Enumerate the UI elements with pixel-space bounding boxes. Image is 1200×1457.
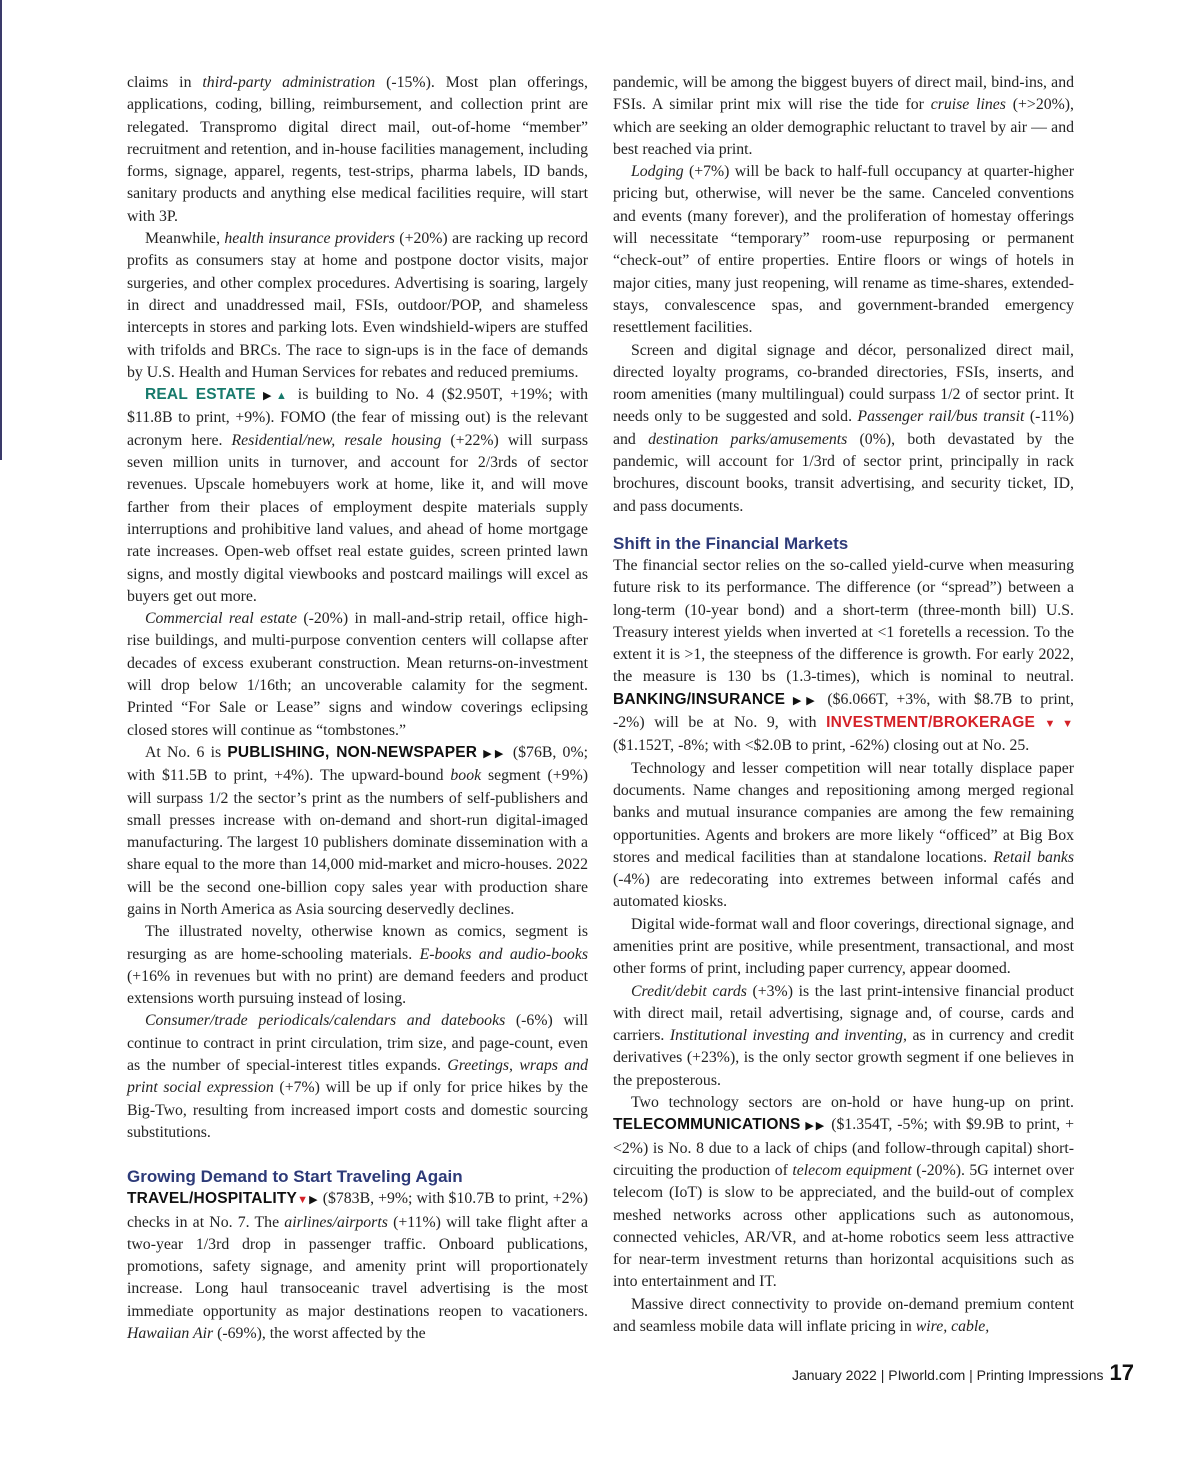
sector-keyword: TRAVEL/HOSPITALITY (127, 1190, 298, 1208)
text-run: (+11%) will take flight after a two-year 1/3rd drop in passenger traffic. Onboard publications, promotions, safety signage, and amenity print will proportionately increase. Long haul transoceanic travel advertising is the most immediate opportunity as major destinations reopen to vacationers. (127, 1213, 588, 1320)
footer-credit: January 2022 | PIworld.com | Printing Impressions (791, 1367, 1104, 1383)
italic-term: cruise lines (930, 96, 1006, 114)
trend-arrow-icon: ▼▼ (1035, 718, 1074, 731)
italic-term: Passenger rail/bus transit (857, 408, 1025, 426)
trend-arrow-icon: ▶ (309, 1194, 319, 1207)
trend-arrow-icon: ▼ (297, 1194, 310, 1207)
italic-term: health insurance providers (224, 230, 395, 248)
text-run: At No. 6 is (145, 743, 228, 761)
italic-term: destination parks/amusements (648, 430, 848, 448)
paragraph (613, 758, 1074, 914)
section-spacer (613, 518, 1074, 533)
text-run: claims in (127, 74, 203, 91)
paragraph (127, 384, 588, 608)
text-run: (+3%) is the last print-intensive financial product with direct mail, retail advertising, signage and, of course, cards and carriers. (613, 982, 1075, 1045)
trend-arrow-icon: ▶▶ (477, 747, 507, 760)
page-footer (792, 1360, 1134, 1386)
paragraph (613, 1294, 1074, 1339)
text-run: as in currency and credit derivatives (+23%), is the only sector growth segment if one believes in the preposterous. (613, 1027, 1074, 1089)
text-run: Two technology sectors are on-hold or have hung-up on print. (631, 1094, 1074, 1112)
text-run: pandemic, will be among the biggest buyers of direct mail, bind-ins, and FSIs. A similar print mix will rise the tide for (613, 74, 1074, 114)
text-run: ($1.152T, -8%; with <$2.0B to print, -62%) closing out at No. 25. (613, 737, 1030, 755)
sector-keyword: INVESTMENT/BROKERAGE (826, 714, 1036, 732)
italic-term: airlines/airports (284, 1213, 388, 1231)
italic-term: Retail banks (993, 848, 1074, 866)
italic-term: book (450, 767, 482, 785)
text-run: (+22%) will surpass seven million units in turnover, and account for 2/3rds of sector revenues. Upscale homebuyers work at home, like it, and will move farther from their places of employment despite materials supply interruptions and prohibitive land values, and ahead of home mortgage rate increases. Open-web offset real estate guides, screen printed lawn signs, and mostly digital viewbooks and postcard mailings will excel as buyers get out more. (127, 431, 588, 605)
italic-term: Hawaiian Air (127, 1325, 214, 1343)
trend-arrow-icon: ▶▶ (800, 1120, 827, 1133)
text-run: The illustrated novelty, otherwise known as comics, segment is resurging as are home-schooling materials. (127, 923, 588, 963)
page-number: 17 (1109, 1360, 1134, 1385)
text-run: Screen and digital signage and décor, personalized direct mail, directed loyalty programs, co-branded directories, FSIs, inserts, and room amenities (many multilingual) could surpass 1/2 of sector print. It needs only to be suggested and sold. (613, 341, 1074, 426)
paragraph (613, 914, 1074, 981)
text-run: Digital wide-format wall and floor coverings, directional signage, and amenities print are positive, while presentment, transactional, and most other forms of print, including paper currency, appear doomed. (613, 915, 1074, 978)
text-run: (+>20%), which are seeking an older demographic reluctant to travel by air — and best reached via print. (613, 96, 1074, 158)
page-edge-bar (0, 0, 2, 460)
text-run: is building to No. 4 ($2.950T, +19%; with $11.8B to print, +9%). FOMO (the fear of missing out) is the relevant acronym here. (127, 386, 589, 449)
trend-arrow-icon: ▲ (275, 390, 291, 403)
left-column (127, 72, 588, 1345)
italic-term: Consumer/trade periodicals/calendars and datebooks (145, 1012, 506, 1030)
paragraph (127, 1010, 588, 1144)
sector-keyword: BANKING/INSURANCE (613, 690, 786, 708)
text-run: (-20%) in mall-and-strip retail, office high-rise buildings, and multi-purpose convention centers will collapse after decades of excess exuberant construction. Mean returns-on-investment will drop below 1/16th; an uncoverable calamity for the segment. Printed “For Sale or Lease” signs and window coverings eclipsing closed stores will continue as “tombstones.” (127, 610, 588, 739)
italic-term: third-party administration (202, 74, 376, 91)
paragraph (613, 340, 1074, 518)
text-run: ($1.354T, -5%; with $9.9B to print, +<2%) is No. 8 due to a lack of chips (and follow-through capital) short-circuiting the production of (613, 1116, 1074, 1179)
italic-term: Residential/new, resale housing (231, 431, 442, 449)
section-spacer (127, 1144, 588, 1166)
text-run: (-4%) are redecorating into extremes between informal cafés and automated kiosks. (613, 871, 1074, 911)
sector-keyword: TELECOMMUNICATIONS (613, 1116, 801, 1134)
paragraph (127, 742, 588, 921)
trend-arrow-icon: ▶▶ (785, 694, 820, 707)
paragraph (613, 72, 1074, 161)
italic-term: E-books and audio-books (419, 945, 588, 963)
paragraph (127, 72, 588, 228)
text-run: (+7%) will be back to half-full occupancy at quarter-higher pricing but, otherwise, will never be the same. Canceled conventions and events (many forever), and the proliferation of homestay offerings will necessitate “temporary” room-use repurposing or permanent “check-out” of entire properties. Entire floors or wings of hotels in major cities, many just reopening, will rename as time-shares, extended-stays, convalescence spas, and government-branded emergency resettlement facilities. (613, 163, 1074, 337)
section-heading: Shift in the Financial Markets (613, 533, 849, 553)
italic-term: Greetings, wraps and print social expression (127, 1057, 589, 1097)
section-heading: Growing Demand to Start Traveling Again (127, 1167, 463, 1187)
text-run: (-20%). 5G internet over telecom (IoT) is slow to be appreciated, and the build-out of complex meshed networks across other applications such as autonomous, connected vehicles, AR/VR, and at-home robotics seem less attractive for near-term investment returns than horizontal acquisitions such as into entertainment and IT. (613, 1161, 1074, 1291)
text-run: segment (+9%) will surpass 1/2 the sector’s print as the numbers of self-publishers and small presses increase with on-demand and short-run digital-imaged manufacturing. The largest 10 publishers dominate dissemination with a share equal to the more than 14,000 mid-market and micro-houses. 2022 will be the second one-billion copy sales year with production share gains in North America as Asia sourcing deservedly declines. (127, 767, 588, 918)
sector-keyword: REAL ESTATE (145, 386, 256, 404)
text-run: (-6%) will continue to contract in print circulation, trim size, and page-count, even as the number of special-interest titles expands. (127, 1012, 589, 1075)
text-run: Meanwhile, (145, 230, 225, 248)
text-run: (-15%). Most plan offerings, applications, coding, billing, reimbursement, and collection print are relegated. Transpromo digital direct mail, out-of-home “member” recruitment and retention, and in-house facilities management, including forms, signage, apparel, regents, test-strips, pharma labels, ID bands, sanitary products and anything else medical facilities require, will start with 3P. (127, 74, 588, 225)
text-run: (0%), both devastated by the pandemic, will account for 1/3rd of sector print, principally in rack brochures, discount books, transit advertising, and security ticket, ID, and pass documents. (613, 430, 1074, 515)
text-run: ($6.066T, +3%, with $8.7B to print, -2%) will be at No. 9, with (613, 690, 1074, 732)
italic-term: Lodging (631, 163, 684, 181)
text-run: ($76B, 0%; with $11.5B to print, +4%). The upward-bound (127, 743, 588, 785)
paragraph (127, 1188, 588, 1345)
paragraph (127, 608, 588, 742)
paragraph (127, 921, 588, 1010)
italic-term: Commercial real estate (145, 610, 297, 628)
text-run: ($783B, +9%; with $10.7B to print, +2%) checks in at No. 7. The (127, 1190, 589, 1231)
paragraph (613, 1092, 1074, 1294)
text-run: (+7%) will be up if only for price hikes by the Big-Two, resulting from increased import costs and domestic sourcing substitutions. (127, 1079, 588, 1141)
right-column (613, 72, 1074, 1338)
sector-keyword: PUBLISHING, NON-NEWSPAPER (227, 743, 478, 761)
italic-term: Credit/debit cards (631, 982, 747, 1000)
italic-term: wire, cable, (915, 1318, 990, 1336)
text-run: (+16% in revenues but with no print) are demand feeders and product extensions worth pursuing instead of losing. (127, 967, 588, 1008)
paragraph (127, 228, 588, 384)
paragraph (613, 555, 1074, 758)
trend-arrow-icon: ▶ (255, 390, 276, 403)
italic-term: telecom equipment (792, 1161, 912, 1179)
text-run: Technology and lesser competition will near totally displace paper documents. Name changes and repositioning among merged regional banks and mutual insurance companies are among the few remaining opportunities. Agents and brokers are more likely “officed” at Big Box stores and medical facilities than at standalone locations. (613, 759, 1074, 866)
text-run: (-11%) and (613, 408, 1075, 448)
text-run: (-69%), the worst affected by the (213, 1325, 426, 1343)
italic-term: Institutional investing and inventing, (669, 1027, 908, 1045)
paragraph (613, 981, 1074, 1092)
text-run: (+20%) are racking up record profits as consumers stay at home and postpone doctor visits, major surgeries, and other complex procedures. Advertising is soaring, largely in direct and unaddressed mail, FSIs, outdoor/POP, and shameless intercepts in stores and parking lots. Even windshield-wipers are stuffed with trifolds and BRCs. The race to sign-ups is in the face of demands by U.S. Health and Human Services for rebates and reduced premiums. (127, 230, 589, 381)
text-run: The financial sector relies on the so-called yield-curve when measuring future risk to its performance. The difference (or “spread”) between a long-term (10-year bond) and a short-term (three-month bill) U.S. Treasury interest yields when inverted at <1 foretells a recession. To the extent it is >1, the steepness of the difference is growth. For early 2022, the measure is 130 bs (1.3-times), which is nominal to neutral. (613, 556, 1074, 686)
text-run: Massive direct connectivity to provide on-demand premium content and seamless mobile data will inflate pricing in (613, 1295, 1074, 1336)
paragraph (613, 161, 1074, 339)
